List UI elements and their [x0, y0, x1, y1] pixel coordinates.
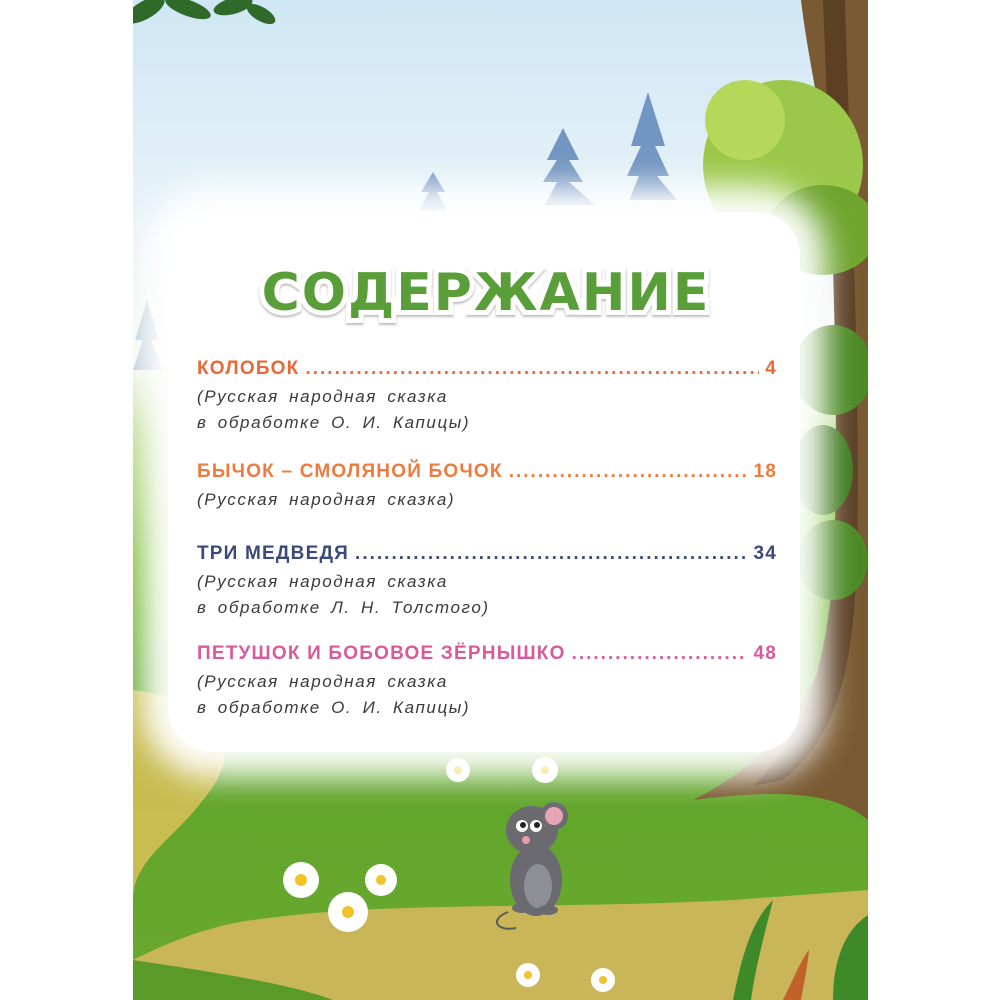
fir-tree-icon: [133, 300, 163, 370]
title-text: СОДЕРЖАНИЕ: [261, 263, 711, 323]
toc-entry-page: 34: [753, 543, 777, 564]
toc-entry-subtitle: (Русская народная сказка): [197, 490, 456, 509]
toc-entry-kolobok[interactable]: [197, 358, 777, 436]
toc-entry-bychok[interactable]: [197, 461, 777, 513]
toc-entry-title: КОЛОБОК: [197, 358, 300, 379]
dot-leader: [355, 543, 747, 565]
toc-entry-petushok[interactable]: [197, 643, 777, 721]
dot-leader: [305, 358, 759, 380]
toc-entry-page: 48: [753, 643, 777, 664]
dot-leader: [572, 643, 748, 665]
toc-entry-page: 18: [753, 461, 777, 482]
toc-entry-subtitle: (Русская народная сказка в обработке О. И. Капицы): [197, 387, 471, 432]
toc-entry-subtitle: (Русская народная сказка в обработке Л. Н. Толстого): [197, 572, 490, 617]
toc-entry-tri-medvedya[interactable]: [197, 543, 777, 621]
toc-entry-title: БЫЧОК – СМОЛЯНОЙ БОЧОК: [197, 461, 503, 482]
toc-entry-subtitle: (Русская народная сказка в обработке О. И. Капицы): [197, 672, 471, 717]
toc-entry-title: ПЕТУШОК И БОБОВОЕ ЗЁРНЫШКО: [197, 643, 566, 664]
dot-leader: [509, 461, 748, 483]
leaves-icon: [133, 0, 278, 29]
toc-entry-title: ТРИ МЕДВЕДЯ: [197, 543, 350, 564]
page-title: [186, 246, 786, 336]
fir-tree-icon: [419, 92, 677, 225]
toc-entry-page: 4: [765, 358, 777, 379]
